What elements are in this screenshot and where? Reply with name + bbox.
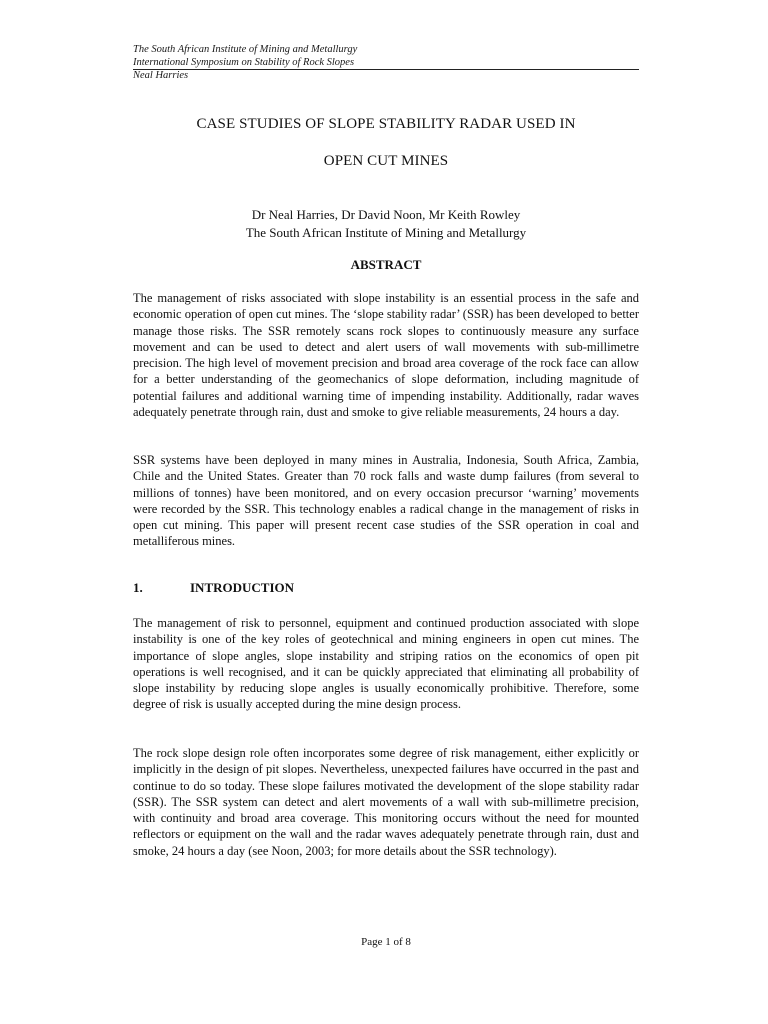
section-number: 1. — [133, 580, 143, 595]
introduction-paragraph-1: The management of risk to personnel, equipment and continued production associated with slope instability is one of the key roles of geotechnical and mining engineers in open cut mines. The importance of slope angles, slope instability and striping ratios on the economics of open pit operations is well recognised, and it can be quickly appreciated that eliminating all probability of slope instability by reducing slope angles is usually economically prohibitive. Therefore, some degree of risk is usually accepted during the mine design process. — [133, 616, 639, 712]
running-header-line-1: The South African Institute of Mining and Metallurgy — [133, 44, 358, 55]
introduction-paragraph-2: The rock slope design role often incorporates some degree of risk management, either explicitly or implicitly in the design of pit slopes. Nevertheless, unexpected failures have occurred in the past and continue to do so today. These slope failures motivated the development of the slope stability radar (SSR). The SSR system can detect and alert movements of a wall with sub-millimetre precision, with continuity and broad area coverage. This monitoring occurs without the need for mounted reflectors or equipment on the wall and the radar waves adequately penetrate through rain, dust and smoke, 24 hours a day (see Noon, 2003; for more details about the SSR technology). — [133, 746, 639, 858]
section-heading-introduction — [133, 580, 639, 596]
running-header — [133, 43, 639, 82]
running-header-line-2: International Symposium on Stability of Rock Slopes — [133, 57, 355, 68]
author-names: Dr Neal Harries, Dr David Noon, Mr Keith Rowley — [251, 207, 521, 222]
abstract-paragraph-2: SSR systems have been deployed in many mines in Australia, Indonesia, South Africa, Zambia, Chile and the United States. Greater than 70 rock falls and waste dump failures (from several to millions of tonnes) have been monitored, and on every occasion precursor ‘warning’ movements were recorded by the SSR. This technology enables a radical change in the management of risks in open cut mining. This paper will present recent case studies of the SSR operation in coal and metalliferous mines. — [133, 453, 639, 549]
author-affiliation: The South African Institute of Mining and Metallurgy — [245, 225, 527, 240]
running-header-line-3: Neal Harries — [133, 70, 189, 81]
author-block — [133, 206, 639, 242]
abstract-heading: ABSTRACT — [350, 257, 422, 272]
abstract-paragraph-1: The management of risks associated with slope instability is an essential process in the safe and economic operation of open cut mines. The ‘slope stability radar’ (SSR) has been developed to better manage those risks. The SSR remotely scans rock slopes to continuously measure any surface movement and can be used to detect and alert users of wall movements with sub-millimetre precision. The high level of movement precision and broad area coverage of the rock face can allow for a better understanding of the geomechanics of slope deformation, including magnitude of potential failures and additional warning time of impending instability. Additionally, radar waves adequately penetrate through rain, dust and smoke to give reliable measurements, 24 hours a day. — [133, 291, 639, 420]
paper-title-line-2: OPEN CUT MINES — [323, 153, 449, 169]
section-title: INTRODUCTION — [190, 580, 295, 595]
paper-title-line-1: CASE STUDIES OF SLOPE STABILITY RADAR USED IN — [196, 116, 576, 132]
page-number: Page 1 of 8 — [361, 936, 411, 948]
header-divider — [133, 69, 639, 70]
